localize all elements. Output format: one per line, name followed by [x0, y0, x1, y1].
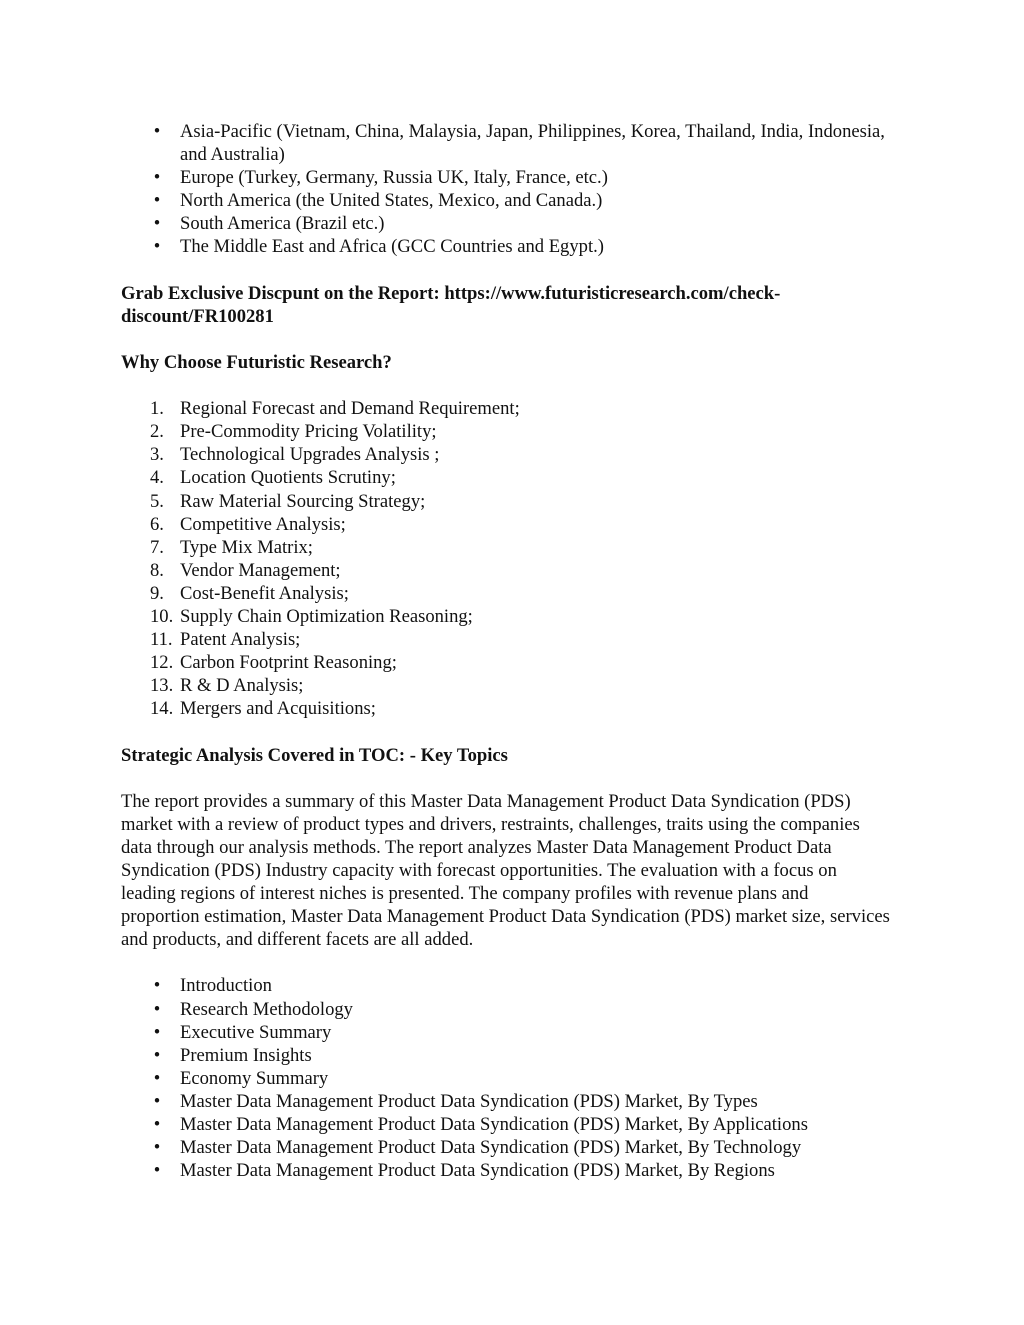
list-item: • Europe (Turkey, Germany, Russia UK, Italy, France, etc.): [121, 166, 891, 189]
list-item: 1. Regional Forecast and Demand Requirement;: [150, 398, 520, 420]
bullet: •: [153, 975, 161, 997]
document-page: [121, 120, 891, 1182]
bullet: •: [153, 236, 161, 258]
bullet: •: [153, 167, 161, 189]
list-item: 2. Pre-Commodity Pricing Volatility;: [150, 421, 437, 443]
bullet: •: [153, 998, 161, 1020]
bullet: •: [153, 1021, 161, 1043]
list-item: • Research Methodology: [121, 998, 891, 1021]
list-item: • North America (the United States, Mexico, and Canada.): [121, 189, 891, 212]
list-item: • Master Data Management Product Data Syndication (PDS) Market, By Regions: [121, 1159, 891, 1182]
why-list: [121, 397, 891, 720]
list-item: 13. R & D Analysis;: [150, 675, 304, 697]
list-item: 14. Mergers and Acquisitions;: [150, 698, 376, 720]
bullet: •: [153, 190, 161, 212]
bullet: •: [153, 1137, 161, 1159]
list-item: • Master Data Management Product Data Syndication (PDS) Market, By Applications: [121, 1113, 891, 1136]
bullet: •: [153, 1067, 161, 1089]
bullet: •: [153, 1090, 161, 1112]
regions-list: [121, 120, 891, 259]
list-item: • Asia-Pacific (Vietnam, China, Malaysia, Japan, Philippines, Korea, Thailand, India, Indonesia, and Australia): [121, 120, 891, 166]
list-item: 12. Carbon Footprint Reasoning;: [150, 652, 397, 674]
toc-topics-list: [121, 974, 891, 1182]
list-item: • Introduction: [121, 974, 891, 997]
bullet: •: [153, 1160, 161, 1182]
list-item: • Master Data Management Product Data Syndication (PDS) Market, By Types: [121, 1090, 891, 1113]
list-item: 6. Competitive Analysis;: [150, 513, 346, 535]
list-item: • Executive Summary: [121, 1021, 891, 1044]
list-item: 5. Raw Material Sourcing Strategy;: [150, 490, 426, 512]
toc-summary-paragraph: The report provides a summary of this Master Data Management Product Data Syndication (PDS) market with a review of product types and drivers, restraints, challenges, traits using the companies data through our analysis methods. The report analyzes Master Data Management Product Data Syndication (PDS) Industry capacity with forecast opportunities. The evaluation with a focus on leading regions of interest niches is presented. The company profiles with revenue plans and proportion estimation, Master Data Management Product Data Syndication (PDS) market size, services and products, and different facets are all added.: [121, 790, 890, 951]
list-item: • Economy Summary: [121, 1067, 891, 1090]
bullet: •: [153, 121, 161, 142]
bullet: •: [153, 1044, 161, 1066]
bullet: •: [153, 1114, 161, 1136]
toc-heading: Strategic Analysis Covered in TOC: - Key Topics: [121, 744, 508, 766]
list-item: 4. Location Quotients Scrutiny;: [150, 467, 396, 489]
list-item: • The Middle East and Africa (GCC Countries and Egypt.): [121, 235, 891, 258]
list-item: 11. Patent Analysis;: [150, 629, 301, 651]
list-item: 10. Supply Chain Optimization Reasoning;: [150, 605, 473, 627]
list-item: 7. Type Mix Matrix;: [150, 536, 313, 558]
list-item: • Premium Insights: [121, 1044, 891, 1067]
list-item: 8. Vendor Management;: [150, 559, 341, 581]
bullet: •: [153, 213, 161, 235]
list-item: • Master Data Management Product Data Syndication (PDS) Market, By Technology: [121, 1136, 891, 1159]
why-heading: Why Choose Futuristic Research?: [121, 351, 392, 373]
list-item: 9. Cost-Benefit Analysis;: [150, 582, 349, 604]
list-item: 3. Technological Upgrades Analysis ;: [150, 444, 440, 466]
list-item: • South America (Brazil etc.): [121, 212, 891, 235]
discount-link[interactable]: Grab Exclusive Discpunt on the Report: https://www.futuristicresearch.com/check-discount/FR100281: [121, 282, 781, 327]
